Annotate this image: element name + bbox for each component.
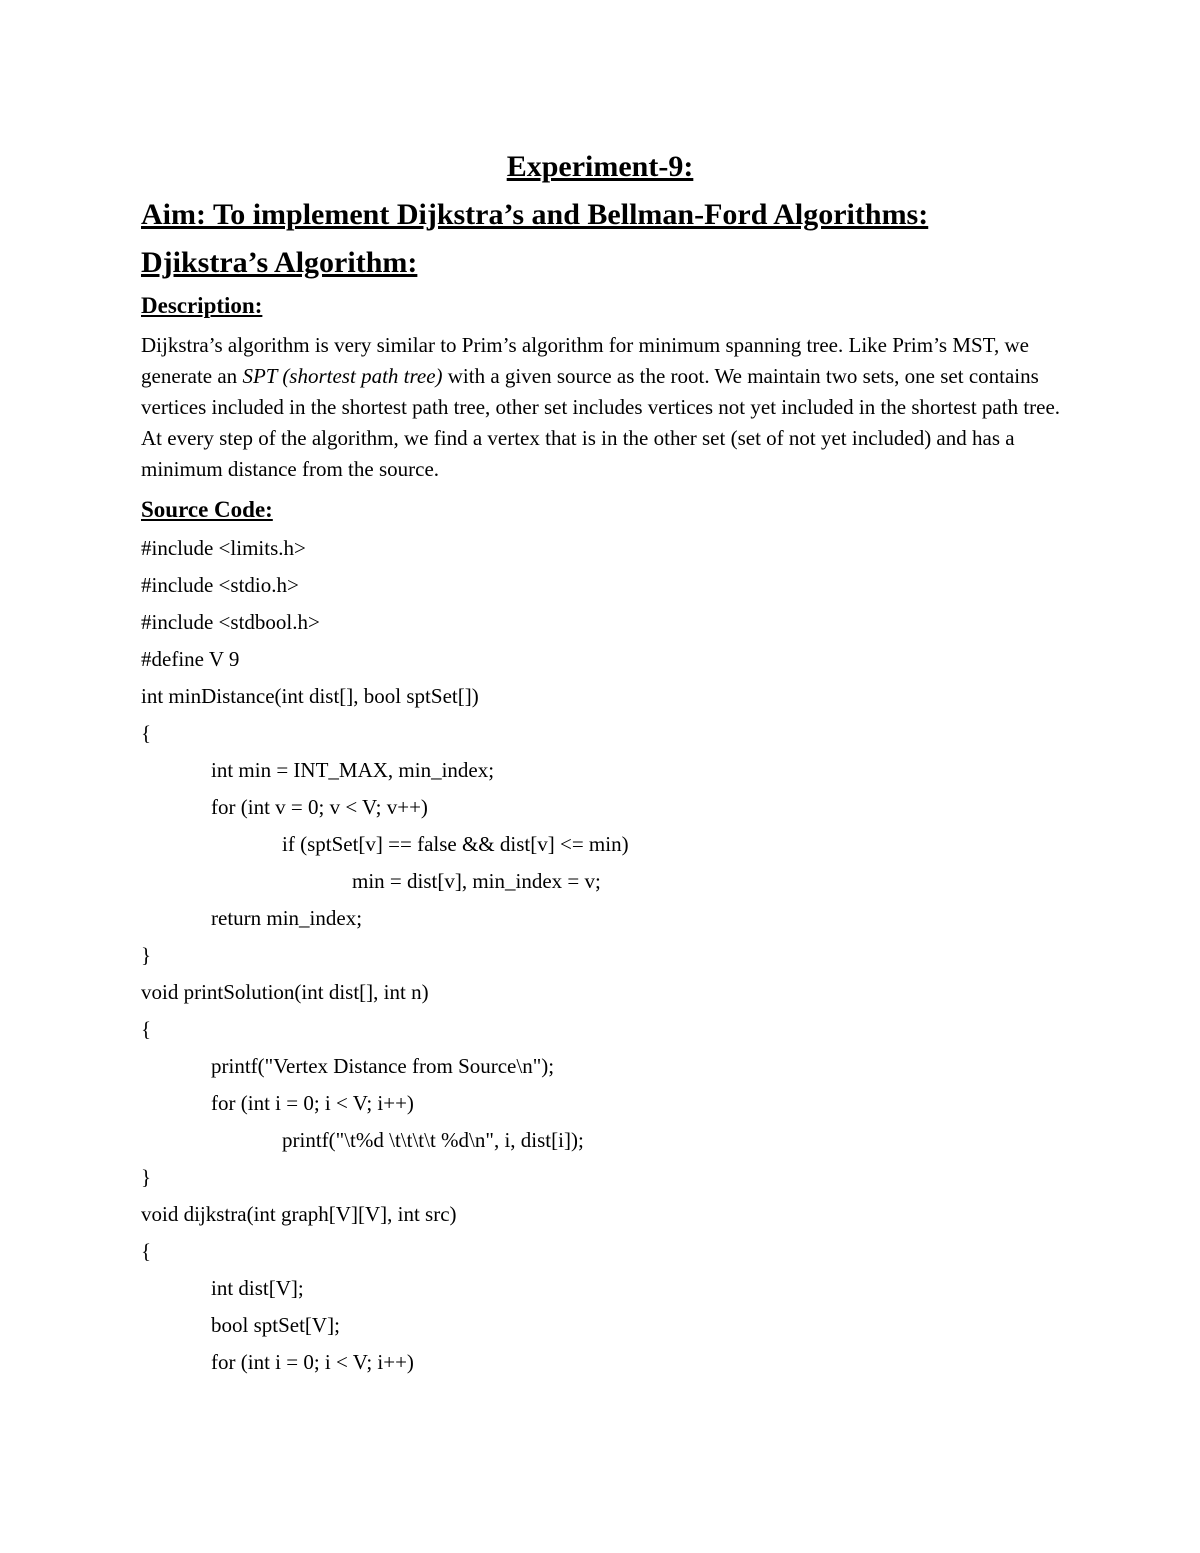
code-line: for (int i = 0; i < V; i++) bbox=[211, 1350, 414, 1374]
description-emphasis: SPT (shortest path tree) bbox=[242, 364, 443, 388]
code-line: return min_index; bbox=[211, 906, 363, 930]
code-line: #define V 9 bbox=[141, 647, 240, 671]
code-line: if (sptSet[v] == false && dist[v] <= min) bbox=[282, 832, 629, 856]
code-line: int dist[V]; bbox=[211, 1276, 304, 1300]
code-line: for (int v = 0; v < V; v++) bbox=[211, 795, 428, 819]
source-code-heading: Source Code: bbox=[141, 497, 273, 522]
description-text-1: Dijkstra’s algorithm is very similar to Prim’s algorithm for minimum spanning tree. Like Prim’s MST, we generate an bbox=[141, 333, 1029, 388]
experiment-title: Experiment-9: bbox=[506, 150, 694, 183]
code-line: { bbox=[141, 721, 152, 745]
code-line: } bbox=[141, 1165, 152, 1189]
code-line: #include <limits.h> bbox=[141, 536, 306, 560]
section-heading: Djikstra’s Algorithm: bbox=[141, 246, 418, 279]
code-line: void dijkstra(int graph[V][V], int src) bbox=[141, 1202, 457, 1226]
code-line: int min = INT_MAX, min_index; bbox=[211, 758, 495, 782]
description-text-2: with a given source as the root. We maintain two sets, one set contains vertices included in the shortest path tree, other set includes vertices not yet included in the shortest path tree. At every step of the algorithm, we find a vertex that is in the other set (set of not yet included) and has a minimum distance from the source. bbox=[141, 364, 1061, 481]
code-line: { bbox=[141, 1017, 152, 1041]
code-line: } bbox=[141, 943, 152, 967]
code-line: int minDistance(int dist[], bool sptSet[]) bbox=[141, 684, 479, 708]
source-code-block bbox=[141, 530, 1141, 1381]
code-line: #include <stdbool.h> bbox=[141, 610, 320, 634]
code-line: min = dist[v], min_index = v; bbox=[352, 869, 601, 893]
code-line: for (int i = 0; i < V; i++) bbox=[211, 1091, 414, 1115]
description-paragraph bbox=[141, 330, 1071, 485]
code-line: { bbox=[141, 1239, 152, 1263]
code-line: void printSolution(int dist[], int n) bbox=[141, 980, 429, 1004]
code-line: bool sptSet[V]; bbox=[211, 1313, 340, 1337]
aim-heading: Aim: To implement Dijkstra’s and Bellman-Ford Algorithms: bbox=[141, 198, 929, 231]
code-line: printf("Vertex Distance from Source\n"); bbox=[211, 1054, 555, 1078]
description-heading: Description: bbox=[141, 293, 263, 318]
code-line: printf("\t%d \t\t\t\t %d\n", i, dist[i]); bbox=[282, 1128, 584, 1152]
code-line: #include <stdio.h> bbox=[141, 573, 299, 597]
